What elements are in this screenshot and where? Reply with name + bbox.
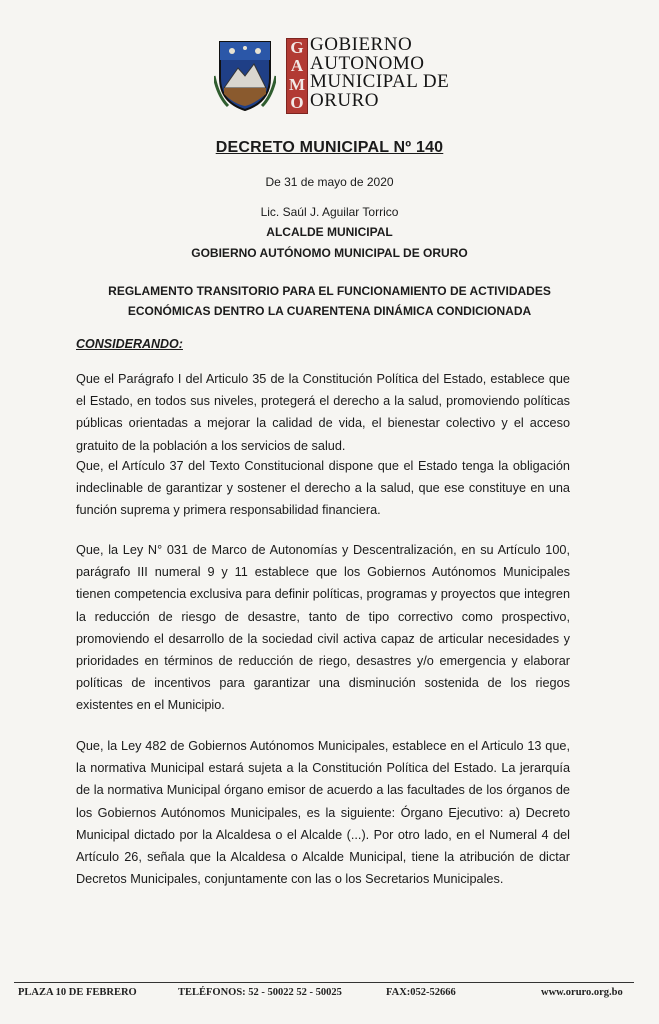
logo-letter: O (290, 92, 304, 112)
considerando-heading: CONSIDERANDO: (76, 337, 183, 351)
decree-date: De 31 de mayo de 2020 (265, 175, 394, 189)
municipal-crest-icon (214, 36, 276, 112)
body-paragraph: Que, la Ley 482 de Gobiernos Autónomos Municipales, establece en el Articulo 13 que, la normativa Municipal estará sujeta a la Constitución Política del Estado. La jerarquía de la normativa Municipal órgano emisor de acuerdo a las facultades de los órganos de los Gobiernos Autónomos Municipales, es la siguiente: Órgano Ejecutivo: a) Decreto Municipal dictado por la Alcaldesa o el Alcalde (...). Por otro lado, en el Numeral 4 del Artículo 26, señala que la Alcaldesa o Alcalde Municipal, tiene la atribución de dictar Decretos Municipales, conjuntamente con las o los Secretarios Municipales. (76, 739, 570, 887)
footer-website: www.oruro.org.bo (541, 987, 623, 998)
body-paragraph: Que el Parágrafo I del Articulo 35 de la Constitución Política del Estado, establece que el Estado, en todos sus niveles, protegerá el derecho a la salud, promoviendo políticas públicas orientadas a mejorar la calidad de vida, el bienestar colectivo y el acceso gratuito de la población a los servicios de salud. (76, 372, 570, 453)
footer-fax: FAX:052-52666 (386, 987, 456, 998)
body-paragraph: Que, el Artículo 37 del Texto Constitucional dispone que el Estado tenga la obligación indeclinable de garantizar y sostener el derecho a la salud, que ese constituye en una función suprema y primera responsabilidad financiera. (76, 459, 570, 518)
letterhead (214, 36, 464, 114)
gov-name-line: GOBIERNO (310, 34, 413, 55)
decree-title: DECRETO MUNICIPAL Nº 140 (215, 139, 444, 156)
regulation-title-line: REGLAMENTO TRANSITORIO PARA EL FUNCIONAMIENTO DE ACTIVIDADES (108, 284, 551, 298)
signer-government: GOBIERNO AUTÓNOMO MUNICIPAL DE ORURO (191, 246, 468, 260)
gamo-logo (286, 38, 308, 114)
signer-role: ALCALDE MUNICIPAL (266, 225, 393, 239)
regulation-title (0, 281, 659, 321)
regulation-title-line: ECONÓMICAS DENTRO LA CUARENTENA DINÁMICA CONDICIONADA (127, 304, 532, 318)
gov-name-line: MUNICIPAL DE (310, 71, 450, 93)
signer-name: Lic. Saúl J. Aguilar Torrico (260, 205, 399, 219)
footer-phones: TELÉFONOS: 52 - 50022 52 - 50025 (178, 987, 342, 998)
logo-letter: A (290, 56, 304, 76)
logo-letter: M (288, 74, 306, 94)
body-paragraph: Que, la Ley N° 031 de Marco de Autonomías y Descentralización, en su Artículo 100, parágrafo III numeral 9 y 11 establece que los Gobiernos Autónomos Municipales tienen competencia exclusiva para definir políticas, programas y proyectos que integren la reducción de riesgo de desastre, tanto de tipo correctivo como prospectivo, promoviendo el desarrollo de la sociedad civil activa capaz de articular necesidades y prioridades en términos de reducción de riego, desastres y/o emergencia y elaborar políticas de incentivos para garantizar una disminución sostenida de los riegos existentes en el Municipio. (76, 543, 570, 713)
government-name (310, 36, 449, 110)
gov-name-line: ORURO (310, 89, 380, 111)
footer-address: PLAZA 10 DE FEBRERO (18, 987, 137, 998)
logo-letter: G (290, 38, 304, 57)
gov-name-line: AUTONOMO (310, 52, 425, 74)
footer-divider (14, 982, 634, 983)
